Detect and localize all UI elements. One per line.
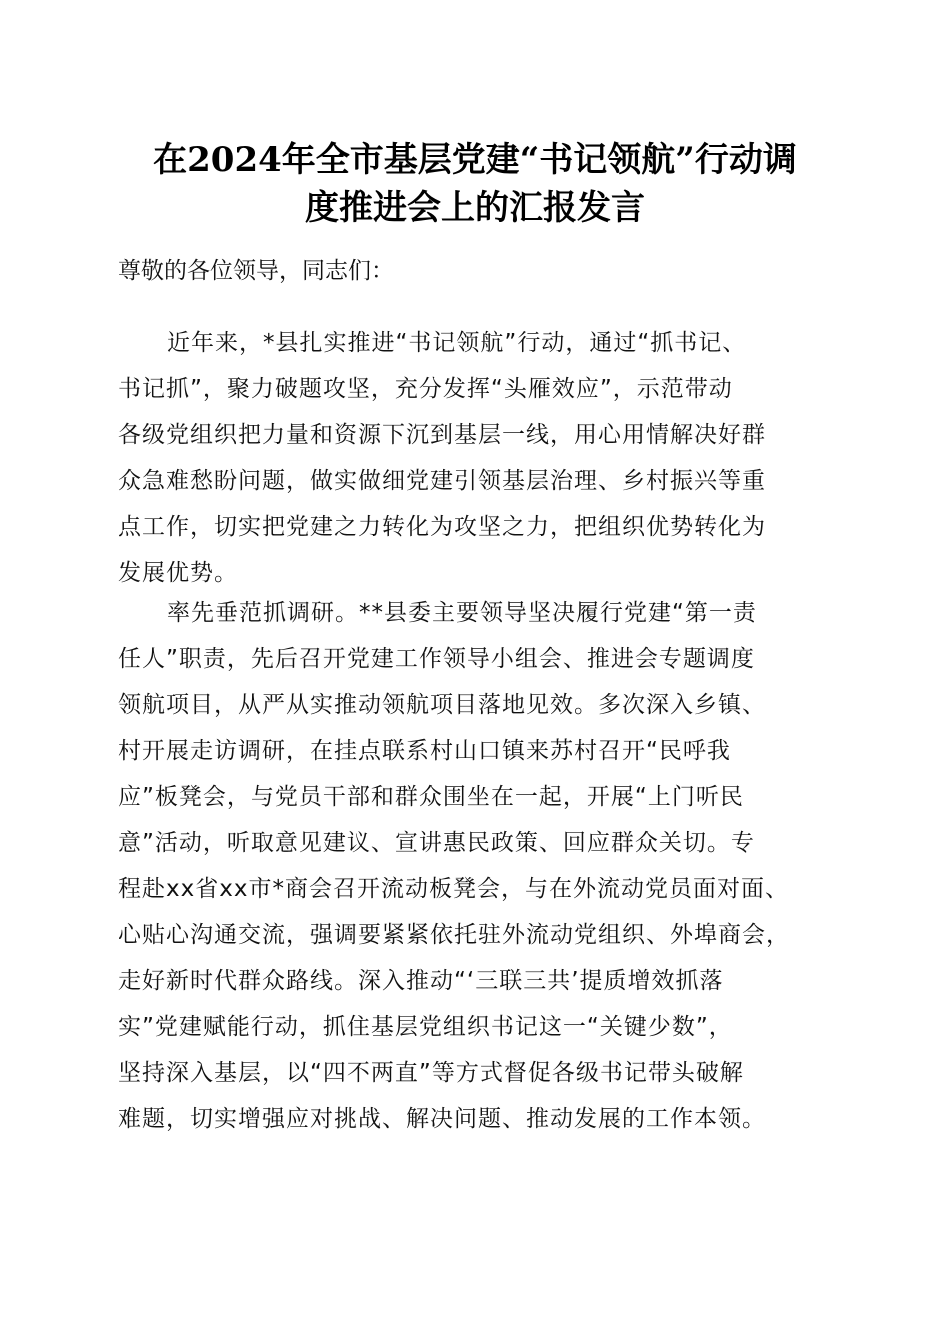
paragraph-line: 程赴xx省xx市*商会召开流动板凳会，与在外流动党员面对面、 [118, 876, 789, 902]
paragraph-line: 众急难愁盼问题，做实做细党建引领基层治理、乡村振兴等重 [118, 468, 766, 494]
paragraph-line: 发展优势。 [118, 560, 238, 586]
paragraph-line: 各级党组织把力量和资源下沉到基层一线，用心用情解决好群 [118, 422, 766, 448]
paragraph-line: 书记抓”，聚力破题攻坚，充分发挥“头雁效应”，示范带动 [118, 376, 733, 402]
title-line: 度推进会上的汇报发言 [305, 188, 645, 228]
paragraph-line: 近年来，*县扎实推进“书记领航”行动，通过“抓书记、 [167, 330, 747, 356]
paragraph-line: 坚持深入基层，以“四不两直”等方式督促各级书记带头破解 [118, 1060, 744, 1086]
title-line: 在2024年全市基层党建“书记领航”行动调 [153, 140, 797, 180]
greeting: 尊敬的各位领导，同志们： [118, 258, 394, 284]
paragraph-line: 心贴心沟通交流，强调要紧紧依托驻外流动党组织、外埠商会， [118, 922, 790, 948]
paragraph-intro [118, 320, 838, 596]
document-title [100, 136, 850, 232]
paragraph-line: 难题，切实增强应对挑战、解决问题、推动发展的工作本领。 [118, 1106, 766, 1132]
paragraph-line: 村开展走访调研，在挂点联系村山口镇来苏村召开“民呼我 [118, 738, 731, 764]
paragraph-line: 领航项目，从严从实推动领航项目落地见效。多次深入乡镇、 [118, 692, 766, 718]
paragraph-line: 点工作，切实把党建之力转化为攻坚之力，把组织优势转化为 [118, 514, 766, 540]
paragraph-research [118, 590, 838, 1142]
paragraph-line: 意”活动，听取意见建议、宣讲惠民政策、回应群众关切。专 [118, 830, 755, 856]
paragraph-line: 率先垂范抓调研。**县委主要领导坚决履行党建“第一责 [167, 600, 757, 626]
paragraph-line: 实”党建赋能行动，抓住基层党组织书记这一“关键少数”， [118, 1014, 733, 1040]
paragraph-line: 走好新时代群众路线。深入推动“‘三联三共’提质增效抓落 [118, 968, 724, 994]
paragraph-line: 任人”职责，先后召开党建工作领导小组会、推进会专题调度 [118, 646, 755, 672]
paragraph-line: 应”板凳会，与党员干部和群众围坐在一起，开展“上门听民 [118, 784, 744, 810]
